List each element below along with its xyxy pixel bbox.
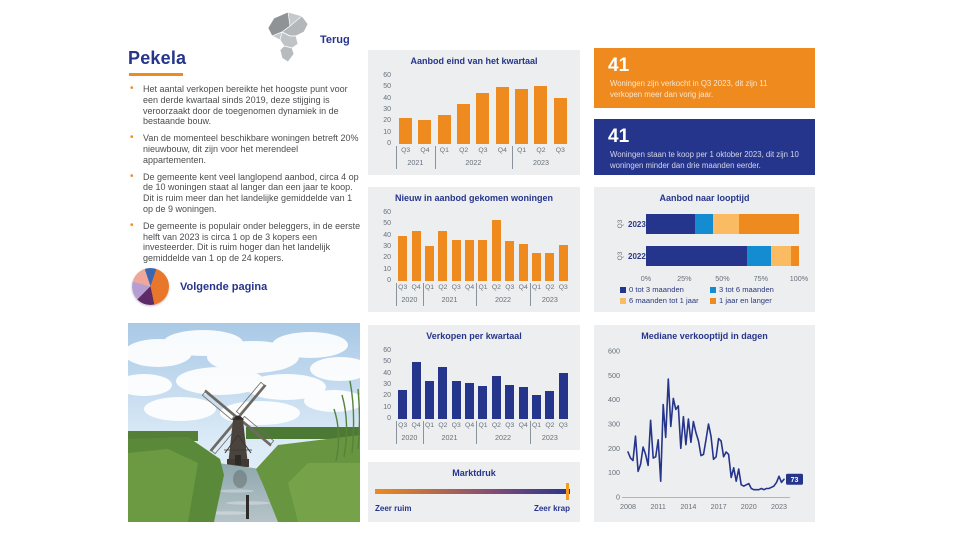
y-tick-label: 20 xyxy=(383,392,391,400)
x-tick-label: Q4 xyxy=(465,284,475,291)
bar xyxy=(398,236,407,281)
x-tick-label: 0% xyxy=(640,274,652,283)
bullet-text: Het aantal verkopen bereikte het hoogste punt voor een derde kwartaal sinds 2019, deze stijging is veroorzaakt door de toegenomen dynamiek in de bestaande bouw. xyxy=(143,84,348,127)
year-label: 2020 xyxy=(401,295,418,304)
stat-description: Woningen staan te koop per 1 oktober 2023, dit zijn 10 woningen minder dan drie maanden eerder. xyxy=(610,150,799,170)
chart-panel-looptijd xyxy=(594,187,815,312)
pie-chart-icon xyxy=(132,268,169,305)
bar xyxy=(545,391,554,419)
x-tick-label: Q1 xyxy=(424,422,435,429)
bar xyxy=(425,381,434,420)
back-button[interactable] xyxy=(258,10,370,66)
x-tick-label: Q3 xyxy=(398,422,408,429)
x-tick-label: 75% xyxy=(753,274,768,283)
legend-item xyxy=(710,296,772,305)
year-label: 2023 xyxy=(541,295,558,304)
year-label: 2023 xyxy=(541,433,558,442)
x-tick-label: Q4 xyxy=(420,147,430,154)
chart-title: Nieuw in aanbod gekomen woningen xyxy=(394,193,553,203)
x-tick-label: Q3 xyxy=(505,284,515,291)
x-tick-label: Q3 xyxy=(478,147,488,154)
bullet-text: De gemeente kent veel langlopend aanbod, circa 4 op de 10 woningen staat al langer dan een jaar te koop. Dit is ruim meer dan het landelijke gemiddelde van 1 op de 9 woningen. xyxy=(143,171,359,214)
x-tick-label: Q2 xyxy=(491,284,501,291)
bar xyxy=(398,390,407,420)
row-year-label: 2022 xyxy=(628,252,646,261)
stacked-bar-segment xyxy=(771,246,791,266)
summary-list xyxy=(128,84,362,270)
bar xyxy=(532,395,541,419)
list-item xyxy=(128,221,362,264)
x-tick-label: Q3 xyxy=(555,147,565,154)
bar xyxy=(418,120,431,144)
bar xyxy=(438,115,451,145)
legend-label: 6 maanden tot 1 jaar xyxy=(629,296,699,305)
svg-text:73: 73 xyxy=(790,476,799,484)
x-tick-label: Q4 xyxy=(518,422,528,429)
bar xyxy=(425,246,434,281)
svg-text:400: 400 xyxy=(608,395,620,405)
svg-text:100: 100 xyxy=(608,468,620,478)
year-label: 2021 xyxy=(441,295,458,304)
stacked-bar xyxy=(646,246,799,266)
chart-panel-verkooptijd xyxy=(594,325,815,522)
y-tick-label: 60 xyxy=(383,209,391,216)
bar xyxy=(519,244,528,281)
y-tick-label: 50 xyxy=(383,220,391,228)
bar xyxy=(465,240,474,281)
svg-text:2008: 2008 xyxy=(620,502,636,511)
y-tick-label: 0 xyxy=(387,140,391,147)
stacked-bar xyxy=(646,214,799,234)
x-tick-label: 100% xyxy=(789,274,809,283)
chart-panel-marktdruk xyxy=(368,462,580,522)
province-map-icon xyxy=(258,10,316,62)
year-label: 2022 xyxy=(465,158,482,167)
bar xyxy=(478,386,487,419)
chart-panel-nieuw-aanbod xyxy=(368,187,580,312)
y-tick-label: 50 xyxy=(383,358,391,366)
stat-box-for-sale xyxy=(594,119,815,175)
legend-swatch xyxy=(620,298,626,304)
chart-title: Aanbod eind van het kwartaal xyxy=(410,56,538,66)
bar xyxy=(532,253,541,281)
bar xyxy=(399,118,412,144)
legend-item xyxy=(620,296,699,305)
stacked-bar-segment xyxy=(791,246,799,266)
y-tick-label: 30 xyxy=(383,243,391,250)
bar xyxy=(519,387,528,419)
bar xyxy=(505,385,514,419)
x-tick-label: Q4 xyxy=(518,284,528,291)
stat-description: Woningen zijn verkocht in Q3 2023, dit zijn 11 verkopen meer dan vorig jaar. xyxy=(610,79,768,99)
bar xyxy=(438,231,447,281)
gauge-right-label: Zeer krap xyxy=(533,504,570,513)
year-label: 2021 xyxy=(407,158,424,167)
y-tick-label: 30 xyxy=(383,106,391,113)
year-label: 2021 xyxy=(441,433,458,442)
next-page-label: Volgende pagina xyxy=(180,281,268,293)
stat-value: 41 xyxy=(608,55,630,76)
legend-label: 1 jaar en langer xyxy=(719,296,772,305)
bar xyxy=(452,381,461,420)
year-label: 2022 xyxy=(495,295,512,304)
y-tick-label: 40 xyxy=(383,369,391,377)
x-tick-label: Q3 xyxy=(505,422,515,429)
legend-swatch xyxy=(710,287,716,293)
bullet-text: De gemeente is populair onder beleggers, in de eerste helft van 2023 is circa 1 op de 3 kopers een investeerder. Dit is ruim hoger dan het landelijk gemiddelde van 1 op de 24 kopers. xyxy=(143,220,361,264)
y-tick-label: 0 xyxy=(387,277,391,284)
x-tick-label: Q1 xyxy=(478,284,488,291)
bar xyxy=(412,231,421,281)
bar xyxy=(559,245,568,281)
row-year-label: 2023 xyxy=(628,220,646,229)
bar xyxy=(478,240,487,281)
stat-box-sold xyxy=(594,48,815,108)
svg-text:200: 200 xyxy=(608,443,620,453)
x-tick-label: Q1 xyxy=(517,147,527,154)
x-tick-label: Q2 xyxy=(545,422,555,429)
stacked-bar-segment xyxy=(695,214,713,234)
bar xyxy=(438,367,447,419)
title-underline xyxy=(129,73,183,76)
y-tick-label: 20 xyxy=(383,254,391,262)
bar xyxy=(559,373,568,420)
svg-text:2020: 2020 xyxy=(740,502,757,511)
photo-windmill xyxy=(128,323,360,522)
legend-item xyxy=(710,285,774,294)
x-tick-label: Q2 xyxy=(536,147,546,154)
bar xyxy=(534,86,547,144)
y-tick-label: 30 xyxy=(383,381,391,388)
bar xyxy=(492,220,501,281)
bar xyxy=(492,376,501,419)
windmill-scene xyxy=(128,323,360,522)
bar xyxy=(554,98,567,145)
x-tick-label: Q2 xyxy=(545,284,555,291)
x-tick-label: Q1 xyxy=(439,147,449,154)
bar xyxy=(457,104,470,144)
row-quarter-label: Q3 xyxy=(616,219,624,229)
legend-label: 0 tot 3 maanden xyxy=(629,285,684,294)
legend-swatch xyxy=(620,287,626,293)
x-tick-label: Q3 xyxy=(398,284,408,291)
bar xyxy=(496,87,509,144)
svg-text:2023: 2023 xyxy=(771,502,787,511)
gauge-bar xyxy=(375,489,570,494)
chart-title: Verkopen per kwartaal xyxy=(426,331,522,341)
y-tick-label: 10 xyxy=(383,265,391,273)
legend-item xyxy=(620,285,684,294)
year-label: 2023 xyxy=(533,158,549,167)
svg-text:600: 600 xyxy=(608,346,620,356)
x-tick-label: Q4 xyxy=(497,147,507,154)
bar xyxy=(412,362,421,419)
page-title: Pekela xyxy=(128,48,187,68)
chart-panel-aanbod-eind xyxy=(368,50,580,175)
stacked-bar-segment xyxy=(739,214,799,234)
bar xyxy=(476,93,489,144)
y-tick-label: 60 xyxy=(383,347,391,354)
list-item xyxy=(128,84,362,127)
stacked-bar-segment xyxy=(747,246,771,266)
x-tick-label: Q1 xyxy=(424,284,435,291)
svg-text:2014: 2014 xyxy=(680,502,697,511)
x-tick-label: 50% xyxy=(715,274,730,283)
bar xyxy=(505,241,514,281)
y-tick-label: 50 xyxy=(383,83,391,91)
stacked-bar-segment xyxy=(713,214,739,234)
svg-text:2017: 2017 xyxy=(710,502,727,511)
stacked-bar-segment xyxy=(646,214,695,234)
x-tick-label: Q2 xyxy=(438,284,448,291)
x-tick-label: Q3 xyxy=(401,147,411,154)
gauge-left-label: Zeer ruim xyxy=(375,504,412,513)
svg-text:0: 0 xyxy=(616,492,620,502)
year-label: 2022 xyxy=(495,433,512,442)
year-label: 2020 xyxy=(401,433,418,442)
chart-title: Aanbod naar looptijd xyxy=(659,193,750,203)
svg-text:500: 500 xyxy=(608,370,620,380)
chart-title: Mediane verkooptijd in dagen xyxy=(641,331,768,341)
bar xyxy=(452,240,461,281)
x-tick-label: Q3 xyxy=(558,284,568,291)
row-quarter-label: Q3 xyxy=(616,251,624,261)
chart-panel-verkopen xyxy=(368,325,580,450)
y-tick-label: 60 xyxy=(383,72,391,79)
y-tick-label: 20 xyxy=(383,117,391,125)
x-tick-label: Q2 xyxy=(491,422,501,429)
x-tick-label: Q3 xyxy=(558,422,568,429)
chart-title: Marktdruk xyxy=(452,468,496,478)
x-tick-label: 25% xyxy=(677,274,692,283)
next-page-button[interactable] xyxy=(132,268,292,308)
bar xyxy=(545,253,554,281)
y-tick-label: 10 xyxy=(383,128,391,136)
x-tick-label: Q4 xyxy=(411,422,421,429)
x-tick-label: Q4 xyxy=(411,284,421,291)
x-tick-label: Q4 xyxy=(465,422,475,429)
bar xyxy=(465,383,474,419)
list-item xyxy=(128,172,362,215)
legend-label: 3 tot 6 maanden xyxy=(719,285,774,294)
y-tick-label: 40 xyxy=(383,94,391,102)
back-label: Terug xyxy=(320,34,350,46)
bar xyxy=(515,89,528,145)
stacked-bar-segment xyxy=(646,246,747,266)
x-tick-label: Q3 xyxy=(451,284,461,291)
x-tick-label: Q1 xyxy=(478,422,488,429)
y-tick-label: 0 xyxy=(387,415,391,422)
y-tick-label: 10 xyxy=(383,403,391,411)
x-tick-label: Q3 xyxy=(451,422,461,429)
x-tick-label: Q1 xyxy=(531,422,542,429)
y-tick-label: 40 xyxy=(383,231,391,239)
stat-value: 41 xyxy=(608,126,630,147)
legend-swatch xyxy=(710,298,716,304)
list-item xyxy=(128,133,362,165)
svg-text:2011: 2011 xyxy=(650,502,666,511)
svg-text:300: 300 xyxy=(608,419,620,429)
bullet-text: Van de momenteel beschikbare woningen betreft 20% nieuwbouw, dit zijn voor het merendeel appartementen. xyxy=(143,133,359,165)
gauge-marker xyxy=(566,483,569,500)
x-tick-label: Q2 xyxy=(459,147,469,154)
line-chart xyxy=(594,325,815,522)
x-tick-label: Q2 xyxy=(438,422,448,429)
x-tick-label: Q1 xyxy=(531,284,542,291)
